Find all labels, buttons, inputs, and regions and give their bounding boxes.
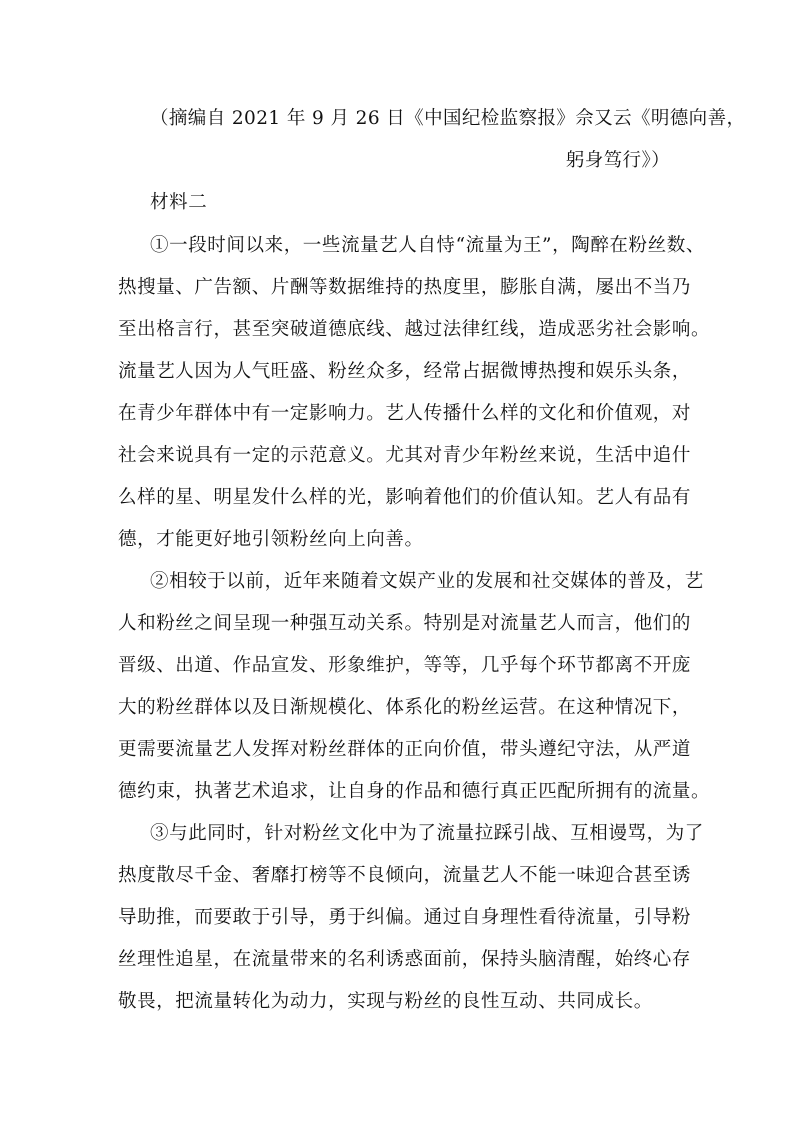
paragraph-1-line-3: 至出格言行，甚至突破道德底线、越过法律红线，造成恶劣社会影响。	[118, 319, 711, 340]
paragraph-3-line-2: 热度散尽千金、奢靡打榜等不良倾向，流量艺人不能一味迎合甚至诱	[118, 865, 692, 886]
paragraph-2-line-3: 晋级、出道、作品宣发、形象维护，等等，几乎每个环节都离不开庞	[118, 655, 692, 676]
paragraph-1-line-2: 热搜量、广告额、片酬等数据维持的热度里，膨胀自满，屡出不当乃	[118, 277, 692, 298]
paragraph-1-line-8: 德，才能更好地引领粉丝向上向善。	[118, 529, 424, 550]
paragraph-1-line-7: 么样的星、明星发什么样的光，影响着他们的价值认知。艺人有品有	[118, 487, 692, 508]
paragraph-2-line-5: 更需要流量艺人发挥对粉丝群体的正向价值，带头遵纪守法，从严道	[118, 739, 692, 760]
paragraph-3-line-1: ③与此同时，针对粉丝文化中为了流量拉踩引战、互相谩骂，为了	[150, 823, 704, 844]
paragraph-3-line-4: 丝理性追星，在流量带来的名利诱惑面前，保持头脑清醒，始终心存	[118, 949, 692, 970]
paragraph-1-line-5: 在青少年群体中有一定影响力。艺人传播什么样的文化和价值观，对	[118, 403, 692, 424]
paragraph-2-line-1: ②相较于以前，近年来随着文娱产业的发展和社交媒体的普及，艺	[150, 571, 704, 592]
paragraph-2-line-2: 人和粉丝之间呈现一种强互动关系。特别是对流量艺人而言，他们的	[118, 613, 692, 634]
paragraph-2-line-6: 德约束，执著艺术追求，让自身的作品和德行真正匹配所拥有的流量。	[118, 781, 711, 802]
paragraph-3-line-3: 导助推，而要敢于引导，勇于纠偏。通过自身理性看待流量，引导粉	[118, 907, 692, 928]
paragraph-1-line-4: 流量艺人因为人气旺盛、粉丝众多，经常占据微博热搜和娱乐头条，	[118, 361, 692, 382]
paragraph-3-line-5: 敬畏，把流量转化为动力，实现与粉丝的良性互动、共同成长。	[118, 991, 653, 1012]
paragraph-1-line-6: 社会来说具有一定的示范意义。尤其对青少年粉丝来说，生活中追什	[118, 445, 692, 466]
citation-line-2: 躬身笃行》）	[565, 150, 670, 171]
paragraph-2-line-4: 大的粉丝群体以及日渐规模化、体系化的粉丝运营。在这种情况下，	[118, 697, 692, 718]
section-label: 材料二	[150, 192, 208, 213]
citation-line-1: （摘编自 2021 年 9 月 26 日《中国纪检监察报》佘又云《明德向善，	[150, 108, 746, 129]
paragraph-1-line-1: ①一段时间以来，一些流量艺人自恃“流量为王”，陶醉在粉丝数、	[150, 235, 705, 256]
